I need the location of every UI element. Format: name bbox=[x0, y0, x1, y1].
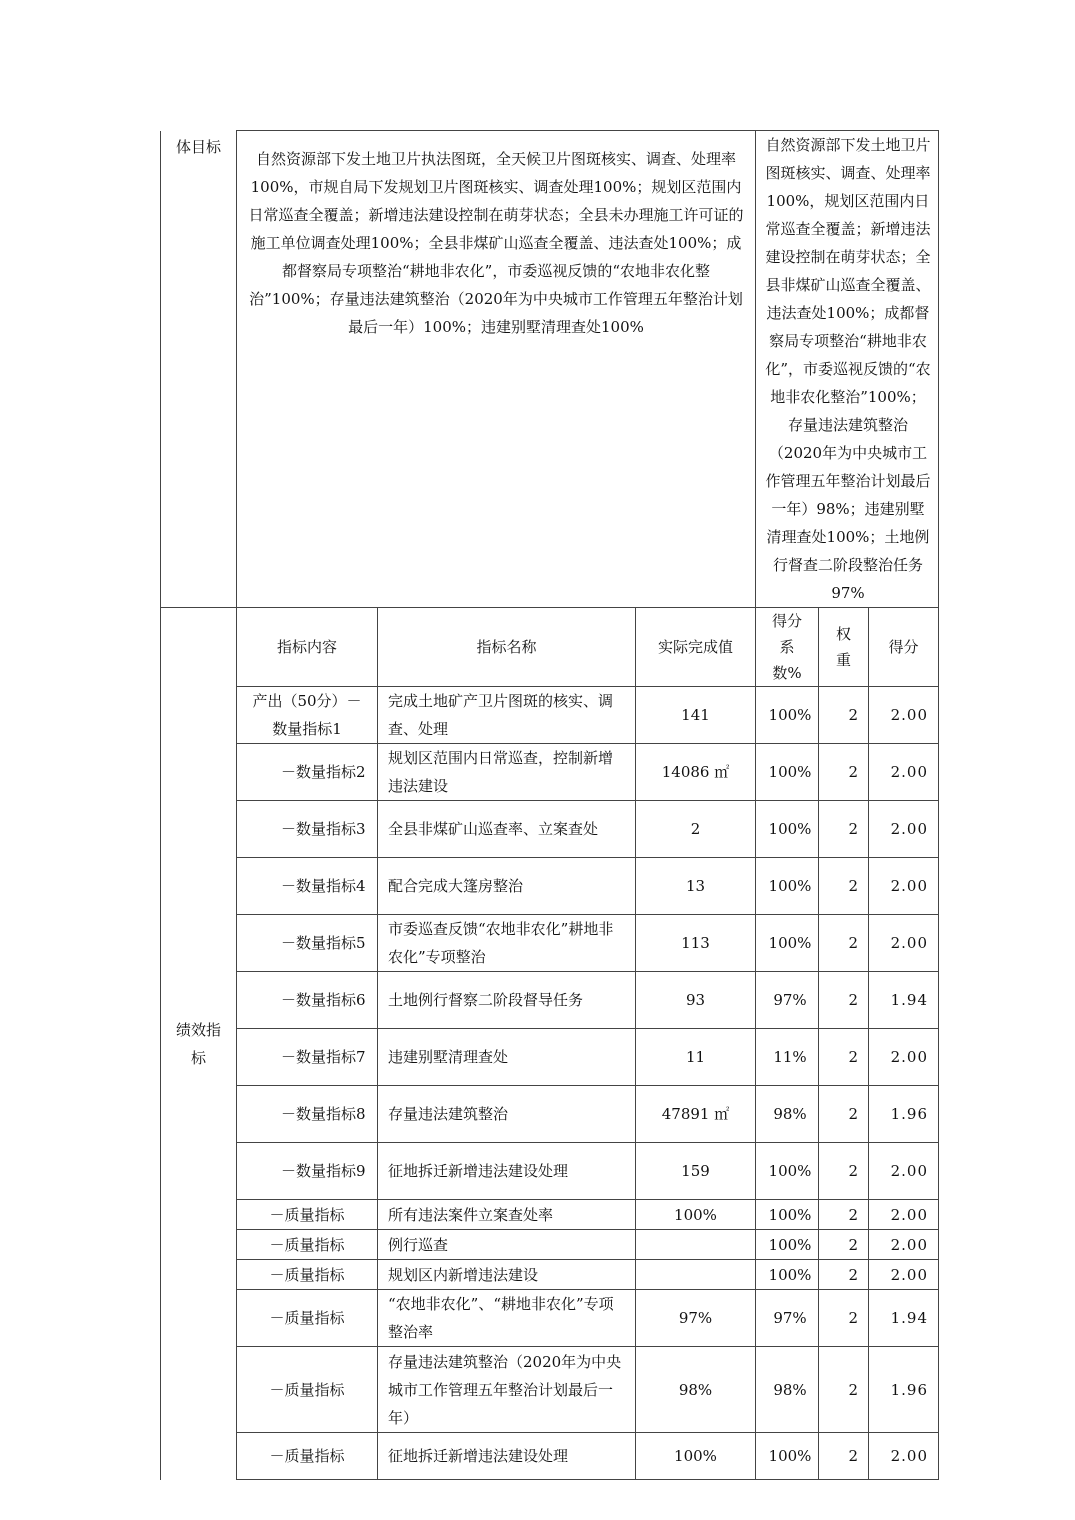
goal-actual-text: 自然资源部下发土地卫片图斑核实、调查、处理率100%，规划区范围内日常巡查全覆盖；新增违法建设控制在萌芽状态；全县非煤矿山巡查全覆盖、违法查处100%；成都督察局专项整治“耕地非农化”，市委巡视反馈的“农地非农化整治”100%；存量违法建筑整治（2020年为中央城市工作管理五年整治计划最后一年）98%；违建别墅清理查处100%；土地例行督查二阶段整治任务97% bbox=[756, 131, 939, 608]
indicator-name: 规划区范围内日常巡查，控制新增违法建设 bbox=[378, 744, 636, 801]
indicator-content bbox=[237, 744, 378, 801]
actual-value: 93 bbox=[636, 972, 756, 1029]
header-content: 指标内容 bbox=[237, 608, 378, 687]
table-row bbox=[161, 1230, 939, 1260]
weight: 2 bbox=[819, 801, 869, 858]
table-header-row bbox=[161, 608, 939, 687]
table-row bbox=[161, 1086, 939, 1143]
weight: 2 bbox=[819, 1290, 869, 1347]
goal-row bbox=[161, 131, 939, 608]
actual-value: 113 bbox=[636, 915, 756, 972]
actual-value: 100% bbox=[636, 1433, 756, 1480]
table-row bbox=[161, 801, 939, 858]
indicator-name: 违建别墅清理查处 bbox=[378, 1029, 636, 1086]
score-coef: 100% bbox=[756, 744, 819, 801]
table-row bbox=[161, 858, 939, 915]
header-actual: 实际完成值 bbox=[636, 608, 756, 687]
actual-value: 2 bbox=[636, 801, 756, 858]
score-coef: 100% bbox=[756, 1433, 819, 1480]
indicator-name: “农地非农化”、“耕地非农化”专项整治率 bbox=[378, 1290, 636, 1347]
weight: 2 bbox=[819, 972, 869, 1029]
header-weight bbox=[819, 608, 869, 687]
weight: 2 bbox=[819, 1086, 869, 1143]
indicator-name: 存量违法建筑整治（2020年为中央城市工作管理五年整治计划最后一年） bbox=[378, 1347, 636, 1433]
score: 2.00 bbox=[869, 915, 939, 972]
weight: 2 bbox=[819, 1260, 869, 1290]
score-coef: 100% bbox=[756, 801, 819, 858]
indicator-content: －质量指标 bbox=[237, 1433, 378, 1480]
indicator-name: 征地拆迁新增违法建设处理 bbox=[378, 1433, 636, 1480]
actual-value: 97% bbox=[636, 1290, 756, 1347]
indicator-content-text: －数量指标9 bbox=[281, 1162, 366, 1180]
score-coef: 98% bbox=[756, 1086, 819, 1143]
weight: 2 bbox=[819, 1200, 869, 1230]
score: 1.94 bbox=[869, 972, 939, 1029]
score-coef: 100% bbox=[756, 1260, 819, 1290]
indicator-content-text: －数量指标2 bbox=[281, 763, 366, 781]
indicator-content-text: －数量指标8 bbox=[281, 1105, 366, 1123]
performance-table bbox=[160, 130, 939, 1480]
indicator-content-text: －数量指标7 bbox=[281, 1048, 366, 1066]
indicator-content: －质量指标 bbox=[237, 1230, 378, 1260]
indicator-name: 征地拆迁新增违法建设处理 bbox=[378, 1143, 636, 1200]
indicator-content: －质量指标 bbox=[237, 1290, 378, 1347]
score-coef: 97% bbox=[756, 1290, 819, 1347]
indicator-name: 所有违法案件立案查处率 bbox=[378, 1200, 636, 1230]
header-weight-text: 权重 bbox=[835, 625, 851, 669]
indicator-content-text: －数量指标4 bbox=[281, 877, 366, 895]
header-name: 指标名称 bbox=[378, 608, 636, 687]
score: 1.96 bbox=[869, 1347, 939, 1433]
score: 2.00 bbox=[869, 1230, 939, 1260]
indicator-content-text: －数量指标6 bbox=[281, 991, 366, 1009]
score: 2.00 bbox=[869, 1143, 939, 1200]
table-row bbox=[161, 915, 939, 972]
table-row bbox=[161, 687, 939, 744]
table-row bbox=[161, 1290, 939, 1347]
actual-value: 14086 ㎡ bbox=[636, 744, 756, 801]
table-row bbox=[161, 1143, 939, 1200]
weight: 2 bbox=[819, 1143, 869, 1200]
indicator-name: 土地例行督察二阶段督导任务 bbox=[378, 972, 636, 1029]
indicator-content-text: 产出（50分）－数量指标1 bbox=[252, 692, 362, 738]
table-row bbox=[161, 1029, 939, 1086]
indicator-content: －质量指标 bbox=[237, 1200, 378, 1230]
indicator-name: 规划区内新增违法建设 bbox=[378, 1260, 636, 1290]
score: 2.00 bbox=[869, 744, 939, 801]
weight: 2 bbox=[819, 687, 869, 744]
score: 1.94 bbox=[869, 1290, 939, 1347]
actual-value: 100% bbox=[636, 1200, 756, 1230]
actual-value: 141 bbox=[636, 687, 756, 744]
weight: 2 bbox=[819, 1433, 869, 1480]
score-coef: 98% bbox=[756, 1347, 819, 1433]
header-coef-text: 得分系数% bbox=[771, 612, 802, 682]
score-coef: 100% bbox=[756, 858, 819, 915]
table-row bbox=[161, 1433, 939, 1480]
score-coef: 100% bbox=[756, 1230, 819, 1260]
indicator-name: 完成土地矿产卫片图斑的核实、调查、处理 bbox=[378, 687, 636, 744]
actual-value: 13 bbox=[636, 858, 756, 915]
header-score: 得分 bbox=[869, 608, 939, 687]
performance-label bbox=[161, 608, 237, 1480]
score-coef: 100% bbox=[756, 915, 819, 972]
indicator-content: －质量指标 bbox=[237, 1347, 378, 1433]
score: 2.00 bbox=[869, 801, 939, 858]
goal-target-text: 自然资源部下发土地卫片执法图斑，全天候卫片图斑核实、调查、处理率100%，市规自局下发规划卫片图斑核实、调查处理100%；规划区范围内日常巡查全覆盖；新增违法建设控制在萌芽状态；全县未办理施工许可证的施工单位调查处理100%；全县非煤矿山巡查全覆盖、违法查处100%；成都督察局专项整治“耕地非农化”，市委巡视反馈的“农地非农化整治”100%；存量违法建筑整治（2020年为中央城市工作管理五年整治计划最后一年）100%；违建别墅清理查处100% bbox=[237, 131, 756, 608]
actual-value: 159 bbox=[636, 1143, 756, 1200]
weight: 2 bbox=[819, 915, 869, 972]
score: 2.00 bbox=[869, 1200, 939, 1230]
header-coef bbox=[756, 608, 819, 687]
indicator-content bbox=[237, 1086, 378, 1143]
weight: 2 bbox=[819, 858, 869, 915]
table-row bbox=[161, 1200, 939, 1230]
indicator-content bbox=[237, 972, 378, 1029]
indicator-content: －质量指标 bbox=[237, 1260, 378, 1290]
performance-label-text: 绩效指标 bbox=[175, 1020, 221, 1067]
actual-value: 47891 ㎡ bbox=[636, 1086, 756, 1143]
actual-value bbox=[636, 1230, 756, 1260]
table-row bbox=[161, 1260, 939, 1290]
indicator-name: 市委巡查反馈“农地非农化”耕地非农化”专项整治 bbox=[378, 915, 636, 972]
table-row bbox=[161, 972, 939, 1029]
indicator-name: 例行巡查 bbox=[378, 1230, 636, 1260]
indicator-content bbox=[237, 801, 378, 858]
score: 2.00 bbox=[869, 1029, 939, 1086]
score: 2.00 bbox=[869, 687, 939, 744]
weight: 2 bbox=[819, 1230, 869, 1260]
weight: 2 bbox=[819, 1029, 869, 1086]
score: 1.96 bbox=[869, 1086, 939, 1143]
score-coef: 100% bbox=[756, 1200, 819, 1230]
score-coef: 97% bbox=[756, 972, 819, 1029]
indicator-content bbox=[237, 915, 378, 972]
indicator-content bbox=[237, 1029, 378, 1086]
score: 2.00 bbox=[869, 858, 939, 915]
weight: 2 bbox=[819, 1347, 869, 1433]
score: 2.00 bbox=[869, 1433, 939, 1480]
weight: 2 bbox=[819, 744, 869, 801]
indicator-content bbox=[237, 858, 378, 915]
score-coef: 100% bbox=[756, 1143, 819, 1200]
indicator-content bbox=[237, 687, 378, 744]
indicator-name: 配合完成大篷房整治 bbox=[378, 858, 636, 915]
indicator-content-text: －数量指标5 bbox=[281, 934, 366, 952]
actual-value: 11 bbox=[636, 1029, 756, 1086]
indicator-name: 存量违法建筑整治 bbox=[378, 1086, 636, 1143]
goal-label: 体目标 bbox=[161, 131, 237, 608]
table-row bbox=[161, 744, 939, 801]
score: 2.00 bbox=[869, 1260, 939, 1290]
actual-value bbox=[636, 1260, 756, 1290]
score-coef: 11% bbox=[756, 1029, 819, 1086]
score-coef: 100% bbox=[756, 687, 819, 744]
table-row bbox=[161, 1347, 939, 1433]
actual-value: 98% bbox=[636, 1347, 756, 1433]
indicator-content bbox=[237, 1143, 378, 1200]
indicator-content-text: －数量指标3 bbox=[281, 820, 366, 838]
indicator-name: 全县非煤矿山巡查率、立案查处 bbox=[378, 801, 636, 858]
